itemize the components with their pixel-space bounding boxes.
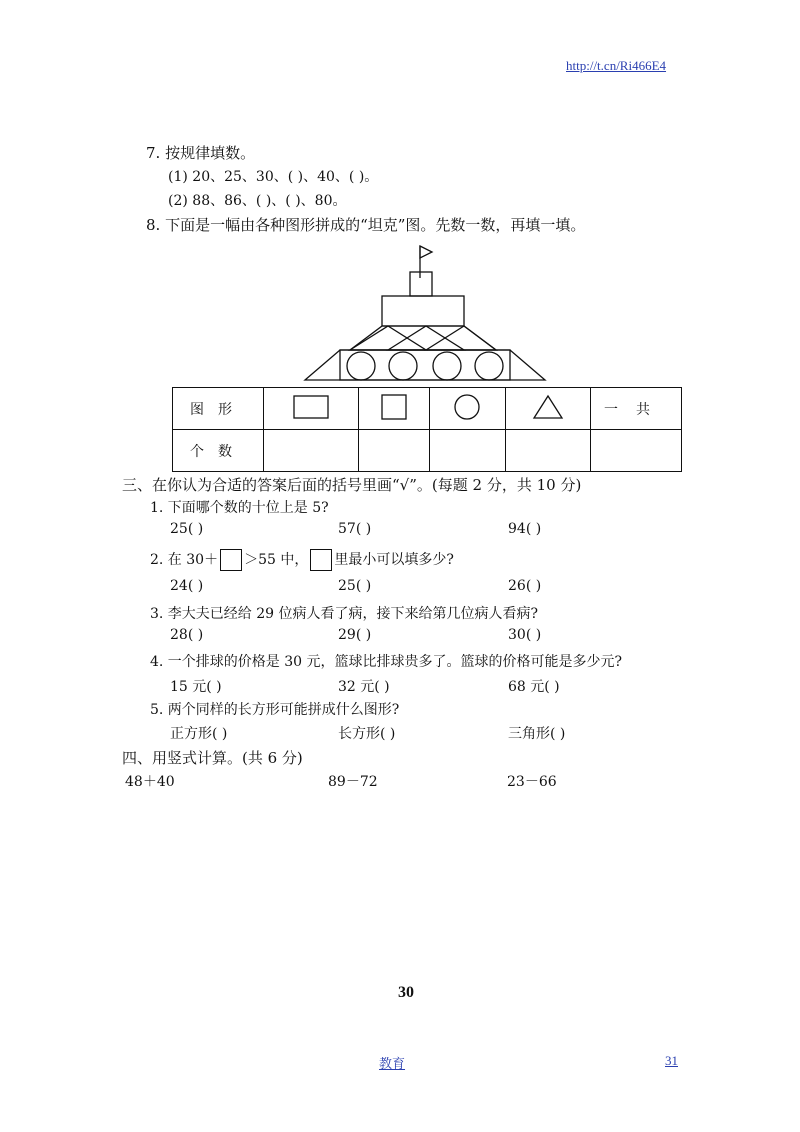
middle-rectangle — [382, 296, 464, 326]
s3-q2-prefix: 2. 在 30＋ — [150, 552, 219, 568]
tank-figure — [300, 240, 550, 385]
triangle-mid — [388, 326, 464, 350]
s3-q1-opt2[interactable]: 57( ) — [338, 521, 372, 537]
upper-trapezoid — [350, 326, 496, 350]
header-url-link[interactable]: http://t.cn/Ri466E4 — [566, 58, 667, 73]
s3-q1: 1. 下面哪个数的十位上是 5? — [150, 500, 329, 516]
s3-q2-suffix: 里最小可以填多少? — [334, 552, 454, 568]
wheel-1 — [347, 352, 375, 380]
table-label-total: 一共 — [591, 388, 682, 430]
s3-q2-middle: ＞55 中， — [244, 552, 309, 568]
track-rectangle — [340, 350, 510, 380]
footer-link[interactable]: 教育 — [379, 1056, 406, 1071]
square-icon — [359, 388, 430, 430]
count-cell-total[interactable] — [591, 430, 682, 472]
blank-box[interactable] — [310, 549, 332, 571]
table-row-counts — [173, 430, 682, 472]
page-number: 30 — [398, 984, 414, 1001]
footer-page-link[interactable]: 31 — [665, 1053, 678, 1068]
s3-q5-opt2[interactable]: 长方形( ) — [338, 726, 396, 742]
section4-title: 四、用竖式计算。(共 6 分) — [122, 749, 303, 767]
s3-q2 — [150, 549, 454, 571]
wheel-2 — [389, 352, 417, 380]
s3-q2-opt1[interactable]: 24( ) — [170, 578, 204, 594]
top-square — [410, 272, 432, 296]
count-cell-triangle[interactable] — [505, 430, 590, 472]
shape-count-table — [172, 387, 682, 472]
count-cell-rectangle[interactable] — [264, 430, 359, 472]
table-row-shapes — [173, 388, 682, 430]
q7-line2: (2) 88、86、( )、( )、80。 — [168, 193, 347, 209]
s3-q3-opt2[interactable]: 29( ) — [338, 627, 372, 643]
s3-q1-opt1[interactable]: 25( ) — [170, 521, 204, 537]
s3-q3-opt1[interactable]: 28( ) — [170, 627, 204, 643]
s3-q5-opt3[interactable]: 三角形( ) — [508, 726, 566, 742]
flag-triangle — [420, 246, 432, 258]
s3-q1-opt3[interactable]: 94( ) — [508, 521, 542, 537]
s3-q4-opt2[interactable]: 32 元( ) — [338, 679, 390, 695]
calc-problem-2: 89－72 — [328, 774, 378, 790]
count-cell-circle[interactable] — [429, 430, 505, 472]
count-cell-square[interactable] — [359, 430, 430, 472]
blank-box[interactable] — [220, 549, 242, 571]
s3-q3: 3. 李大夫已经给 29 位病人看了病，接下来给第几位病人看病? — [150, 606, 539, 622]
s3-q5: 5. 两个同样的长方形可能拼成什么图形? — [150, 702, 400, 718]
q8-title: 8. 下面是一幅由各种图形拼成的“坦克”图。先数一数，再填一填。 — [146, 216, 586, 234]
s3-q4-opt3[interactable]: 68 元( ) — [508, 679, 560, 695]
q7-line1: (1) 20、25、30、( )、40、( )。 — [168, 169, 379, 185]
table-label-shapes: 图形 — [173, 388, 264, 430]
wheel-4 — [475, 352, 503, 380]
table-label-counts: 个数 — [173, 430, 264, 472]
triangle-left — [350, 326, 426, 350]
rectangle-icon — [264, 388, 359, 430]
calc-problem-1: 48＋40 — [125, 774, 175, 790]
wheel-3 — [433, 352, 461, 380]
triangle-icon — [505, 388, 590, 430]
calc-problem-3: 23－66 — [507, 774, 557, 790]
track-trapezoid — [305, 350, 545, 380]
q7-title: 7. 按规律填数。 — [146, 144, 256, 162]
s3-q4-opt1[interactable]: 15 元( ) — [170, 679, 222, 695]
s3-q5-opt1[interactable]: 正方形( ) — [170, 726, 228, 742]
s3-q3-opt3[interactable]: 30( ) — [508, 627, 542, 643]
s3-q2-opt2[interactable]: 25( ) — [338, 578, 372, 594]
circle-icon — [429, 388, 505, 430]
s3-q4: 4. 一个排球的价格是 30 元，篮球比排球贵多了。篮球的价格可能是多少元? — [150, 654, 623, 670]
section3-title: 三、在你认为合适的答案后面的括号里画“√”。(每题 2 分，共 10 分) — [122, 476, 582, 494]
triangle-right — [426, 326, 496, 350]
s3-q2-opt3[interactable]: 26( ) — [508, 578, 542, 594]
